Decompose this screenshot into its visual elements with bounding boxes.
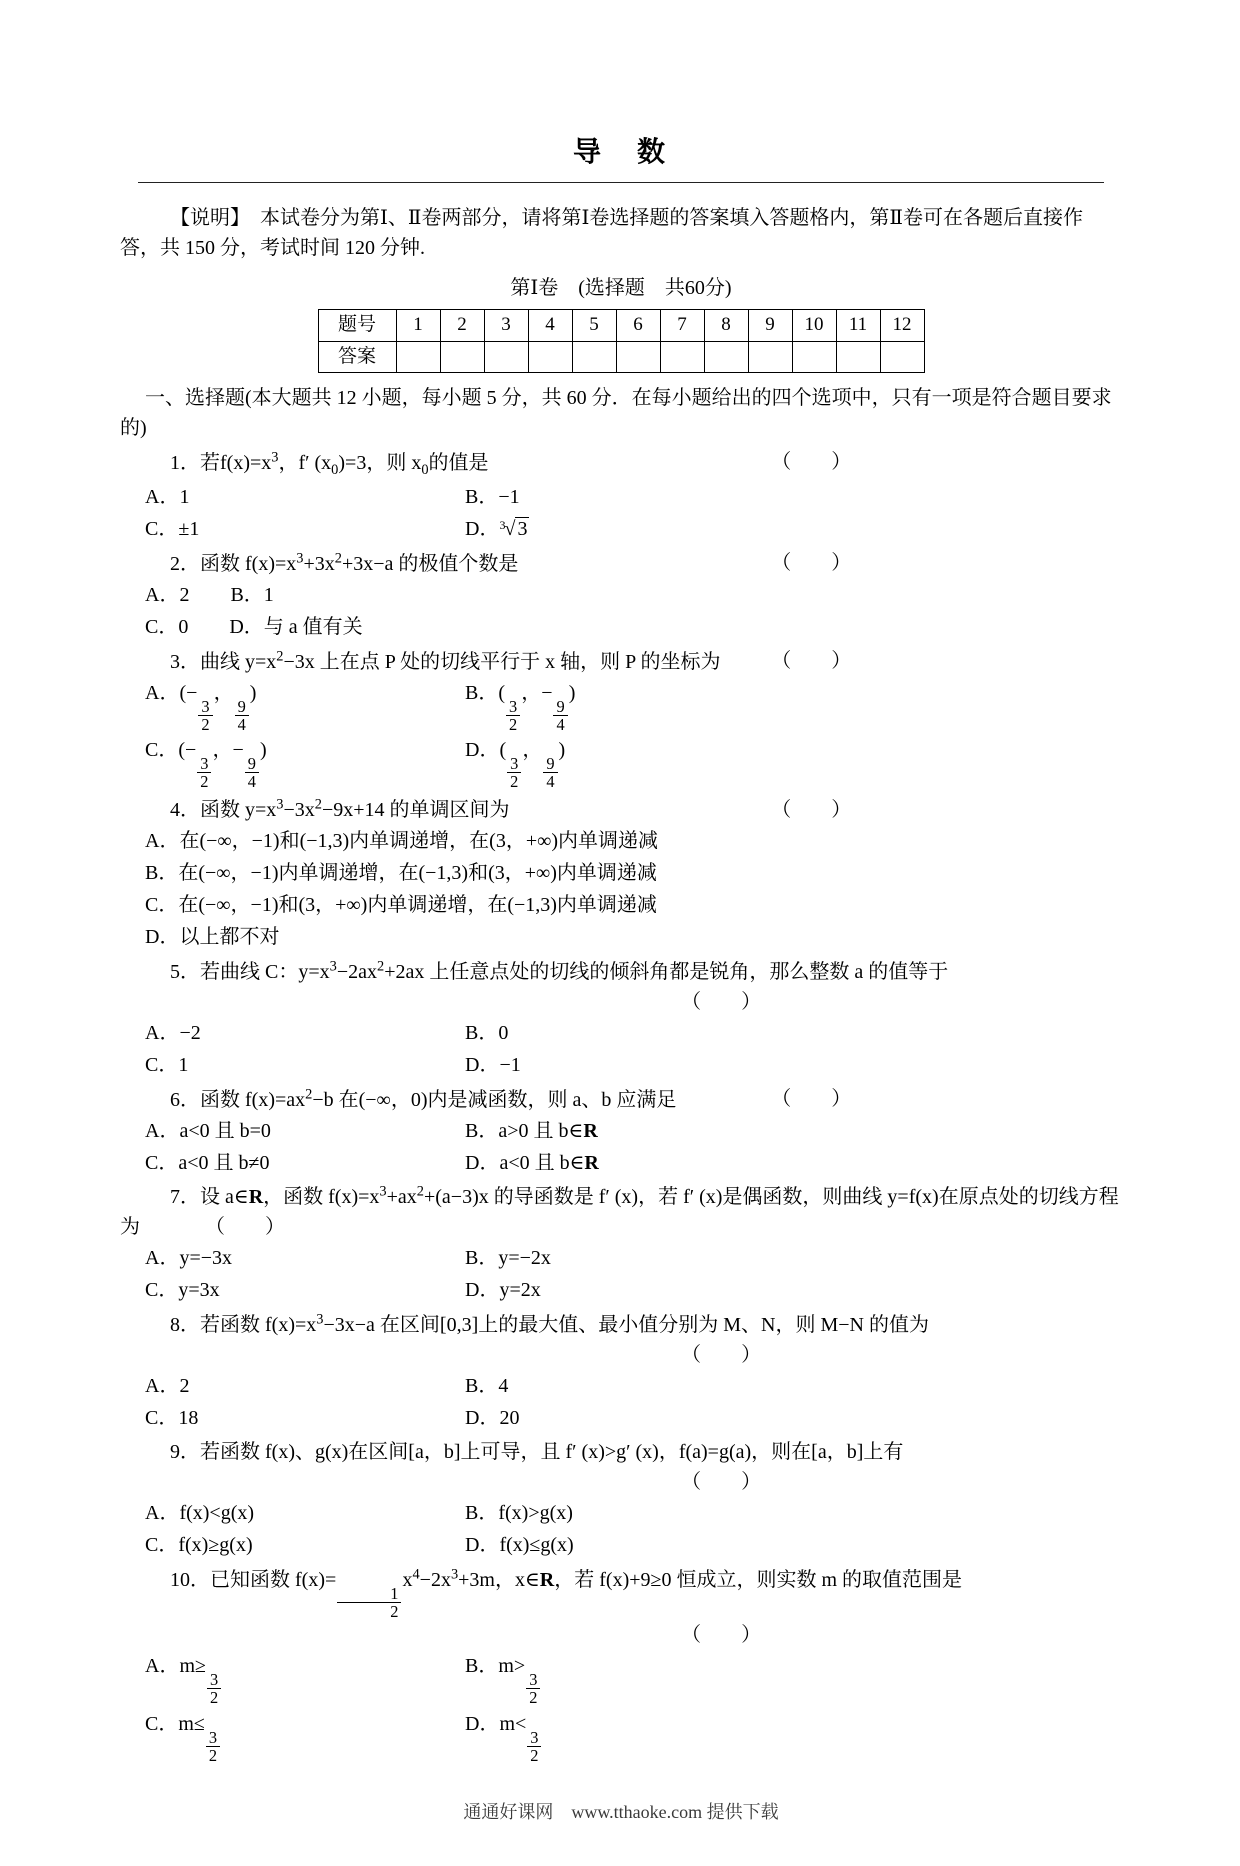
option-c: C．y=3x — [145, 1279, 220, 1302]
answer-cell — [396, 341, 440, 373]
question-number-cell: 9 — [748, 310, 792, 342]
question-number-cell: 4 — [528, 310, 572, 342]
option-b: B．0 — [465, 1021, 509, 1044]
option-b: B．y=−2x — [465, 1247, 551, 1270]
option-d: D．m< $\frac{3}{2}$ — [465, 1708, 1122, 1766]
option-a: A．在(−∞，−1)和(−1,3)内单调递增，在(3，+∞)内单调递减 — [145, 830, 659, 853]
answer-cell — [660, 341, 704, 373]
answer-bracket: （ ） — [681, 1343, 762, 1366]
option-b: B．4 — [465, 1374, 509, 1397]
answer-cell — [704, 341, 748, 373]
option-b: B．a>0 且 b∈R — [465, 1119, 598, 1142]
option-b: B．−1 — [465, 486, 520, 509]
question-stem: 8．若函数 $f(x)=x^3-3x-a$ 在区间[0,3]上的最大值、最小值分别为 M、N，则 M−N 的值为 — [170, 1311, 929, 1336]
option-d: D．( $\frac{3}{2}$ ， $\frac{9}{4}$ ) — [465, 739, 566, 792]
option-a: A．−2 — [145, 1021, 201, 1044]
answer-cell — [836, 341, 880, 373]
question-7-stem-line — [120, 1182, 1122, 1243]
question-8 — [120, 1309, 1122, 1434]
question-number-cell: 2 — [440, 310, 484, 342]
question-10 — [120, 1564, 1122, 1765]
question-stem: 9．若函数 f(x)、g(x)在区间[a，b]上可导，且 f′ (x)>g′ (x)，f(a)=g(a)，则在[a，b]上有 — [170, 1440, 904, 1463]
question-stem: 7．设 a∈R，函数 $f(x)=x^3+ax^2+(a-3)x$ 的导函数是 f′ (x)，若 f′ (x)是偶函数，则曲线 y=f(x)在原点处的切线方程为 — [120, 1183, 1119, 1239]
question-6-options — [145, 1115, 1122, 1179]
question-number-cell: 5 — [572, 310, 616, 342]
answer-bracket: （ ） — [681, 990, 762, 1013]
option-c: C．±1 — [145, 518, 200, 541]
question-4-options — [145, 825, 1122, 953]
answer-bracket: （ ） — [771, 552, 852, 575]
question-6-stem-line — [120, 1084, 1122, 1115]
answer-bracket: （ ） — [205, 1216, 285, 1239]
question-4 — [120, 795, 1122, 954]
question-9-bracket-line — [120, 1467, 1122, 1497]
option-a: A．1 — [145, 486, 190, 509]
footer-site-text: 通通好课网 www.tthaoke.com 提供下载 — [463, 1802, 779, 1823]
page-footer — [120, 1799, 1122, 1866]
option-row — [145, 611, 1122, 643]
question-1 — [120, 447, 1122, 545]
question-10-options — [145, 1650, 1122, 1765]
question-8-stem-line — [120, 1309, 1122, 1340]
question-2-stem-line — [120, 548, 1122, 579]
option-c: C．(− $\frac{3}{2}$ ，− $\frac{9}{4}$ ) — [145, 739, 267, 792]
question-10-stem-line — [120, 1564, 1122, 1620]
answer-cell — [572, 341, 616, 373]
option-c: C．在(−∞，−1)和(3，+∞)内单调递增，在(−1,3)内单调递减 — [145, 894, 657, 917]
question-9-options — [145, 1497, 1122, 1561]
option-d: D．20 — [465, 1406, 520, 1429]
question-number-cell: 12 — [880, 310, 924, 342]
option-a: A．2 — [145, 1374, 190, 1397]
question-stem: 6．函数 $f(x)=ax^2-b$ 在(−∞，0)内是减函数，则 a、b 应满足 — [170, 1085, 677, 1111]
question-number-cell: 3 — [484, 310, 528, 342]
question-1-options — [145, 481, 1122, 545]
option-d: D．y=2x — [465, 1279, 541, 1302]
option-b: B．1 — [230, 583, 274, 606]
answer-bracket: （ ） — [771, 649, 852, 672]
question-stem: 2．函数 $f(x)=x^3+3x^2+3x-a$ 的极值个数是 — [170, 550, 519, 575]
question-5-bracket-line — [120, 987, 1122, 1017]
section1-heading: 一、选择题(本大题共 12 小题，每小题 5 分，共 60 分．在每小题给出的四个选项中，只有一项是符合题目要求的) — [120, 387, 1112, 439]
answer-cell — [440, 341, 484, 373]
part1-heading: 第Ⅰ卷 (选择题 共60分) — [510, 277, 732, 299]
answer-label: 答案 — [318, 341, 396, 373]
answer-table-number-row — [318, 310, 924, 342]
question-number-cell: 11 — [836, 310, 880, 342]
option-d: D．f(x)≤g(x) — [465, 1533, 574, 1556]
question-5 — [120, 956, 1122, 1081]
answer-bracket: （ ） — [681, 1624, 762, 1647]
option-a: A．(− $\frac{3}{2}$ ， $\frac{9}{4}$ ) — [145, 681, 257, 734]
question-3-stem-line — [120, 646, 1122, 677]
exam-instructions: 【说明】 本试卷分为第Ⅰ、Ⅱ卷两部分，请将第Ⅰ卷选择题的答案填入答题格内，第Ⅱ卷可在各题后直接作答，共 150 分，考试时间 120 分钟. — [120, 207, 1083, 259]
option-b: B．( $\frac{3}{2}$ ，− $\frac{9}{4}$ ) — [465, 681, 576, 734]
question-6 — [120, 1084, 1122, 1179]
question-9-stem-line — [120, 1437, 1122, 1467]
answer-table-answer-row — [318, 341, 924, 373]
option-c: C．0 — [145, 615, 189, 638]
option-b: B．在(−∞，−1)内单调递增，在(−1,3)和(3，+∞)内单调递减 — [145, 862, 657, 885]
option-a: A．2 — [145, 583, 190, 606]
question-7-options — [145, 1242, 1122, 1306]
answer-bracket: （ ） — [681, 1470, 762, 1493]
question-number-cell: 8 — [704, 310, 748, 342]
question-8-bracket-line — [120, 1340, 1122, 1370]
option-d: D．以上都不对 — [145, 926, 280, 949]
option-c: C．f(x)≥g(x) — [145, 1533, 253, 1556]
option-d: D．−1 — [465, 1053, 521, 1076]
question-5-options — [145, 1017, 1122, 1081]
answer-table — [318, 309, 925, 373]
option-b: B．m> $\frac{3}{2}$ — [465, 1650, 1122, 1708]
answer-cell — [748, 341, 792, 373]
question-stem: 1．若$f(x)=x^3$，f′ $(x_0)=3$，则 $x_0$的值是 — [170, 449, 489, 478]
answer-cell — [484, 341, 528, 373]
option-c: C．1 — [145, 1053, 189, 1076]
question-10-bracket-line — [120, 1620, 1122, 1650]
question-number-cell: 6 — [616, 310, 660, 342]
question-3-options — [145, 677, 1122, 792]
answer-cell — [792, 341, 836, 373]
question-2 — [120, 548, 1122, 643]
option-d: D．$^3$√ 3 — [465, 517, 528, 541]
question-1-stem-line — [120, 447, 1122, 481]
option-b: B．f(x)>g(x) — [465, 1501, 573, 1524]
answer-bracket: （ ） — [771, 451, 852, 473]
option-a: A．m≥ $\frac{3}{2}$ — [145, 1650, 465, 1708]
answer-cell — [880, 341, 924, 373]
question-8-options — [145, 1370, 1122, 1434]
option-d: D．与 a 值有关 — [229, 615, 363, 638]
option-d: D．a<0 且 b∈R — [465, 1151, 599, 1174]
option-a: A．a<0 且 b=0 — [145, 1119, 271, 1142]
question-5-stem-line — [120, 956, 1122, 987]
question-9 — [120, 1437, 1122, 1561]
option-a: A．y=−3x — [145, 1247, 233, 1270]
option-row — [145, 579, 1122, 611]
question-number-cell: 1 — [396, 310, 440, 342]
question-stem: 5．若曲线 C：$y=x^3-2ax^2+2ax$ 上任意点处的切线的倾斜角都是锐角，那么整数 a 的值等于 — [170, 958, 949, 983]
answer-bracket: （ ） — [771, 798, 852, 821]
question-stem: 3．曲线 $y=x^2-3x$ 上在点 P 处的切线平行于 x 轴，则 P 的坐标为 — [170, 647, 721, 673]
question-7 — [120, 1182, 1122, 1307]
option-c: C．a<0 且 b≠0 — [145, 1151, 270, 1174]
option-a: A．f(x)<g(x) — [145, 1501, 255, 1524]
question-number-cell: 10 — [792, 310, 836, 342]
exam-title: 导 数 — [572, 137, 669, 168]
question-number-label: 题号 — [318, 310, 396, 342]
answer-cell — [616, 341, 660, 373]
answer-bracket: （ ） — [771, 1087, 852, 1110]
question-stem: 4．函数 $y=x^3-3x^2-9x+14$ 的单调区间为 — [170, 796, 510, 822]
option-c: C．m≤ $\frac{3}{2}$ — [145, 1708, 465, 1766]
question-4-stem-line — [120, 795, 1122, 826]
question-stem: 10．已知函数 f(x)= $\frac{1}{2}$ $x^4-2x^3+3m$，x∈R，若 f(x)+9≥0 恒成立，则实数 m 的取值范围是 — [170, 1565, 963, 1621]
question-3 — [120, 646, 1122, 792]
option-c: C．18 — [145, 1406, 199, 1429]
question-2-options — [145, 579, 1122, 643]
title-rule — [138, 182, 1104, 183]
question-number-cell: 7 — [660, 310, 704, 342]
answer-cell — [528, 341, 572, 373]
